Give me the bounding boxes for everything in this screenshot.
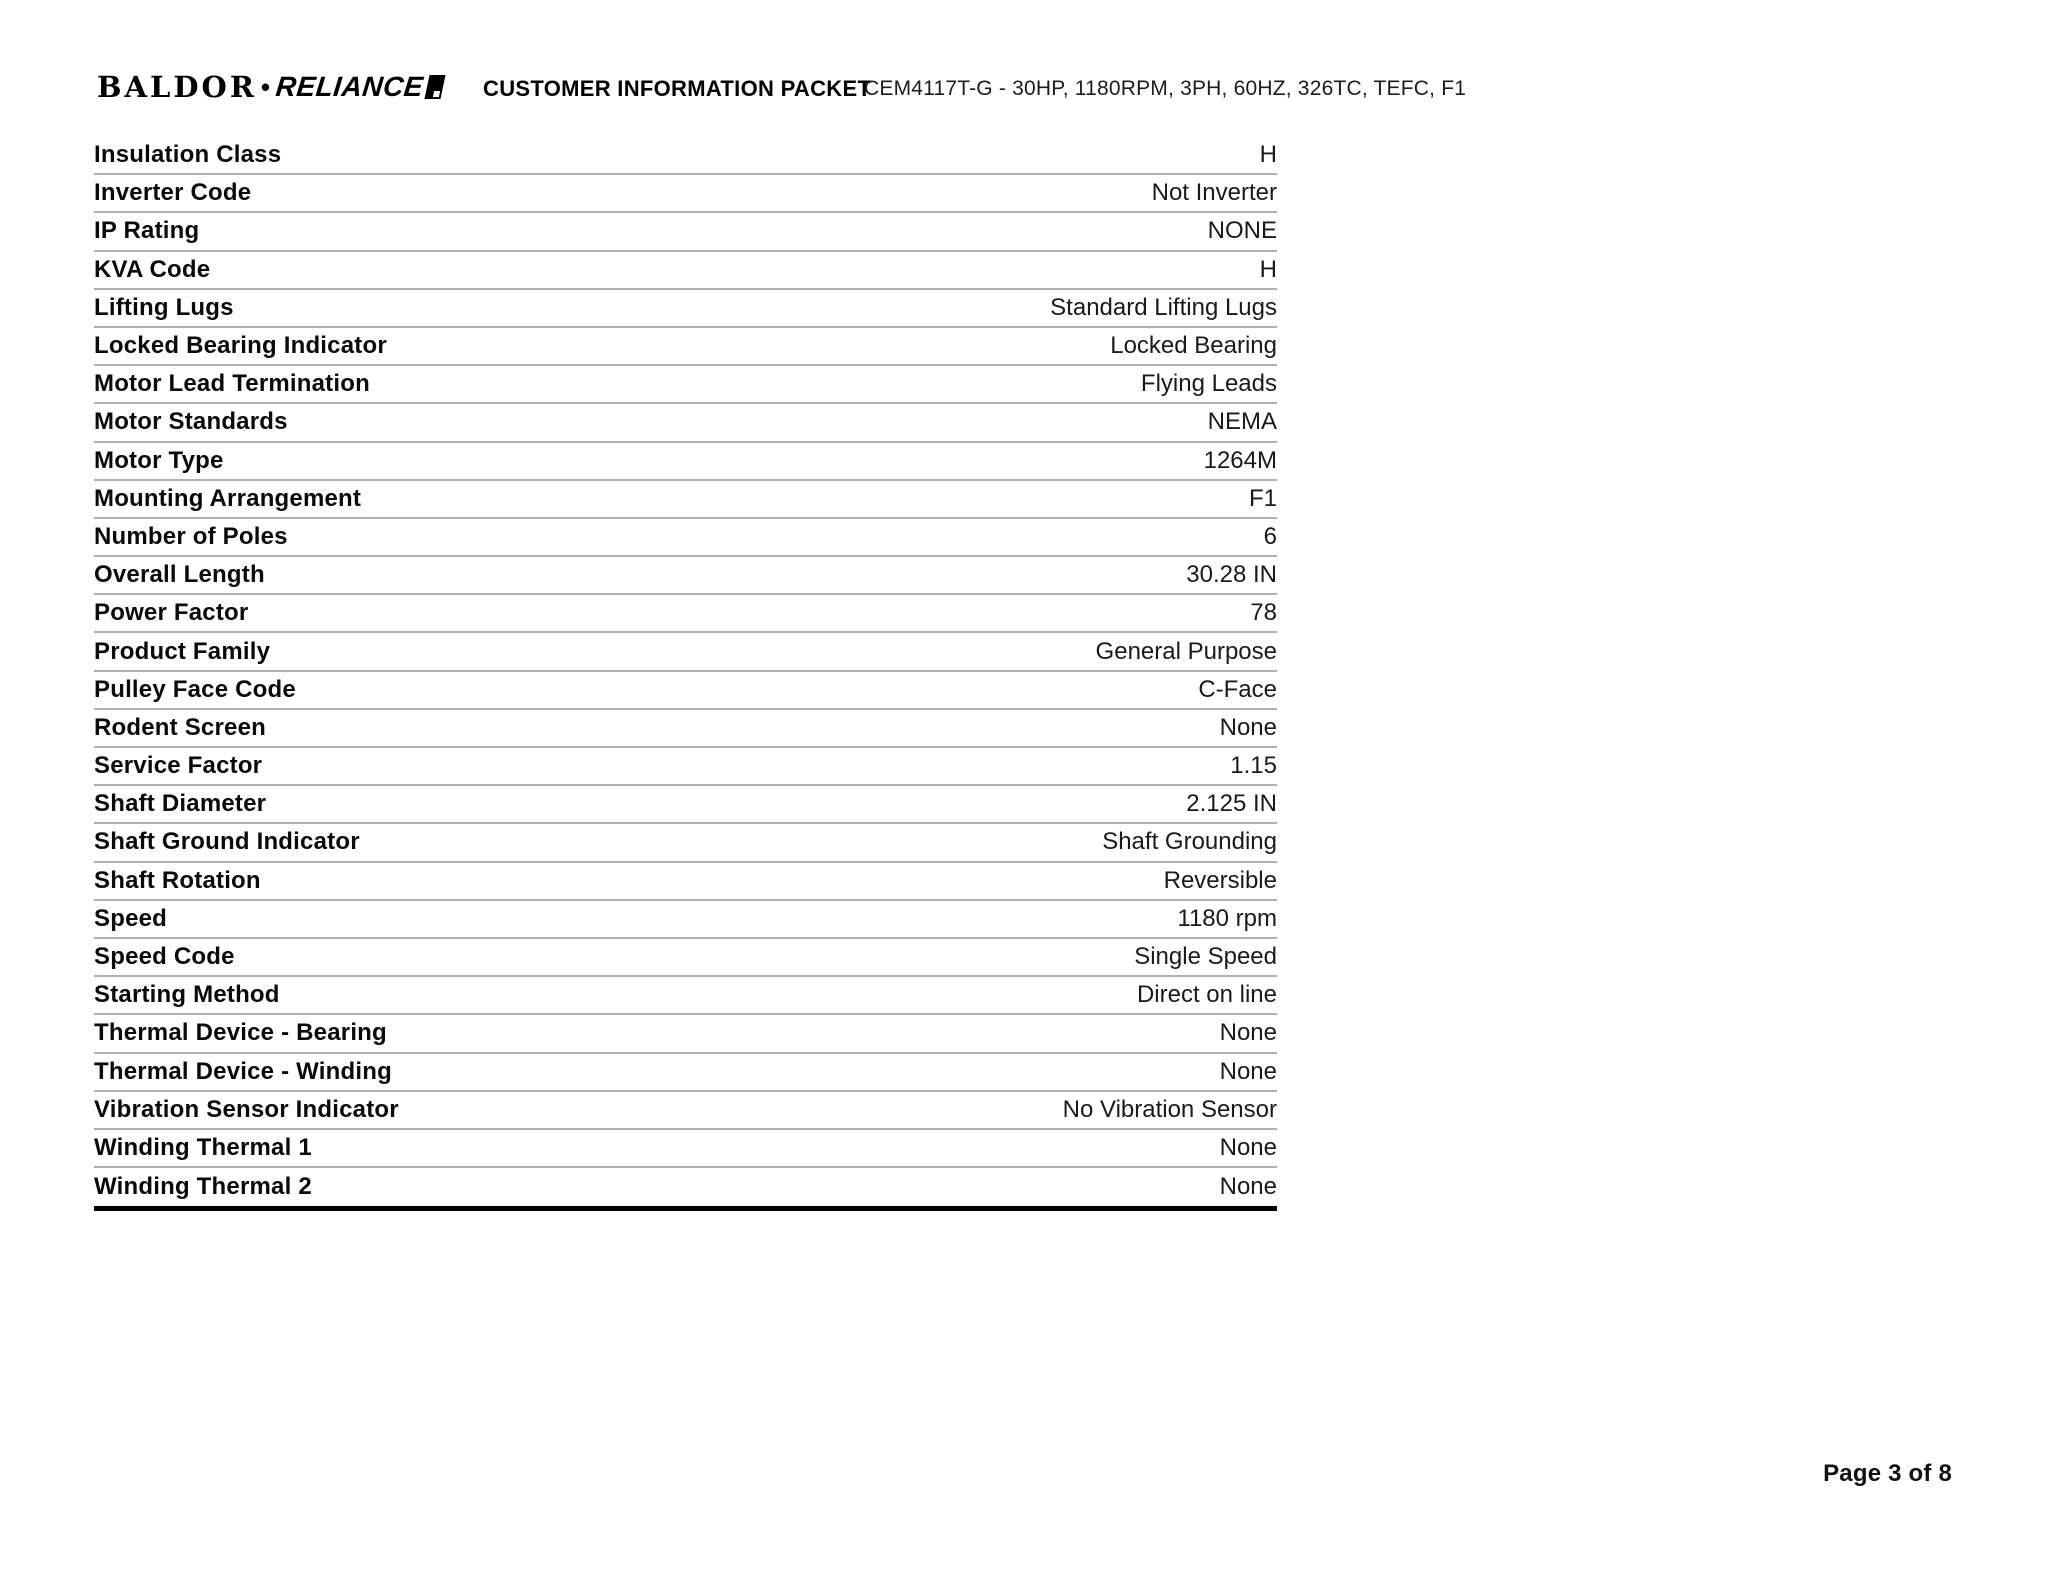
spec-value: No Vibration Sensor bbox=[1062, 1095, 1277, 1123]
spec-value: None bbox=[1219, 1133, 1277, 1161]
spec-label: Locked Bearing Indicator bbox=[94, 332, 387, 360]
logo-reliance-text: RELIANCE bbox=[274, 71, 425, 102]
spec-value: H bbox=[1259, 141, 1277, 169]
spec-value: Standard Lifting Lugs bbox=[1050, 293, 1277, 321]
table-row bbox=[94, 366, 1277, 404]
spec-value: 30.28 IN bbox=[1186, 561, 1277, 589]
spec-label: Motor Standards bbox=[94, 408, 288, 436]
spec-value: NEMA bbox=[1207, 408, 1277, 436]
page-number: Page 3 of 8 bbox=[1823, 1460, 1952, 1487]
logo-baldor-text: BALDOR bbox=[97, 70, 257, 104]
spec-label: KVA Code bbox=[94, 255, 211, 283]
reliance-trademark-icon bbox=[425, 75, 446, 99]
spec-value: None bbox=[1219, 1019, 1277, 1047]
spec-label: Mounting Arrangement bbox=[94, 484, 362, 512]
table-row bbox=[94, 252, 1277, 290]
table-row bbox=[94, 824, 1277, 862]
spec-label: Motor Lead Termination bbox=[94, 370, 370, 398]
table-row bbox=[94, 710, 1277, 748]
spec-value: 78 bbox=[1250, 599, 1277, 627]
spec-label: Vibration Sensor Indicator bbox=[94, 1095, 399, 1123]
spec-label: Thermal Device - Winding bbox=[94, 1057, 392, 1085]
spec-value: 6 bbox=[1263, 522, 1277, 550]
logo-dot-icon: • bbox=[260, 72, 271, 102]
spec-label: Shaft Diameter bbox=[94, 790, 267, 818]
spec-label: Motor Type bbox=[94, 446, 224, 474]
table-row bbox=[94, 175, 1277, 213]
spec-value: None bbox=[1219, 1057, 1277, 1085]
spec-label: Rodent Screen bbox=[94, 713, 266, 741]
table-row bbox=[94, 748, 1277, 786]
table-row bbox=[94, 137, 1277, 175]
table-row bbox=[94, 328, 1277, 366]
spec-value: H bbox=[1259, 255, 1277, 283]
spec-value: Single Speed bbox=[1134, 943, 1277, 971]
spec-value: None bbox=[1219, 1173, 1277, 1201]
spec-value: NONE bbox=[1207, 217, 1277, 245]
spec-label: Shaft Ground Indicator bbox=[94, 828, 360, 856]
spec-value: Direct on line bbox=[1136, 981, 1277, 1009]
spec-label: Service Factor bbox=[94, 752, 263, 780]
table-row bbox=[94, 595, 1277, 633]
spec-label: Inverter Code bbox=[94, 179, 252, 207]
table-row bbox=[94, 863, 1277, 901]
spec-value: None bbox=[1219, 713, 1277, 741]
spec-label: Overall Length bbox=[94, 561, 265, 589]
spec-value: Shaft Grounding bbox=[1102, 828, 1277, 856]
table-row bbox=[94, 519, 1277, 557]
table-row bbox=[94, 1092, 1277, 1130]
table-row bbox=[94, 1054, 1277, 1092]
spec-label: Number of Poles bbox=[94, 522, 288, 550]
table-row bbox=[94, 939, 1277, 977]
table-row bbox=[94, 1130, 1277, 1168]
table-row bbox=[94, 786, 1277, 824]
spec-value: Not Inverter bbox=[1151, 179, 1277, 207]
table-row bbox=[94, 901, 1277, 939]
table-row bbox=[94, 672, 1277, 710]
spec-value: 1264M bbox=[1203, 446, 1277, 474]
product-model-header: CEM4117T-G - 30HP, 1180RPM, 3PH, 60HZ, 326TC, TEFC, F1 bbox=[864, 77, 1467, 100]
spec-label: Insulation Class bbox=[94, 141, 282, 169]
spec-value: Reversible bbox=[1163, 866, 1277, 894]
spec-label: Power Factor bbox=[94, 599, 249, 627]
table-row bbox=[94, 1015, 1277, 1053]
table-row bbox=[94, 557, 1277, 595]
spec-value: F1 bbox=[1248, 484, 1277, 512]
spec-value: Flying Leads bbox=[1140, 370, 1277, 398]
table-row bbox=[94, 977, 1277, 1015]
baldor-reliance-logo bbox=[97, 70, 443, 104]
spec-label: Winding Thermal 2 bbox=[94, 1173, 312, 1201]
table-row bbox=[94, 481, 1277, 519]
spec-value: 2.125 IN bbox=[1186, 790, 1277, 818]
spec-value: 1180 rpm bbox=[1177, 904, 1277, 932]
spec-label: Winding Thermal 1 bbox=[94, 1133, 312, 1161]
spec-label: Speed bbox=[94, 904, 168, 932]
spec-label: Lifting Lugs bbox=[94, 293, 234, 321]
spec-label: Product Family bbox=[94, 637, 271, 665]
document-title: CUSTOMER INFORMATION PACKET bbox=[483, 76, 872, 101]
table-row bbox=[94, 443, 1277, 481]
spec-label: Speed Code bbox=[94, 943, 235, 971]
spec-value: General Purpose bbox=[1095, 637, 1277, 665]
spec-label: Starting Method bbox=[94, 981, 280, 1009]
spec-value: 1.15 bbox=[1230, 752, 1277, 780]
table-row bbox=[94, 213, 1277, 251]
spec-label: IP Rating bbox=[94, 217, 200, 245]
spec-value: Locked Bearing bbox=[1110, 332, 1277, 360]
table-row bbox=[94, 404, 1277, 442]
table-row bbox=[94, 1168, 1277, 1206]
spec-label: Shaft Rotation bbox=[94, 866, 261, 894]
spec-value: C-Face bbox=[1198, 675, 1277, 703]
table-row bbox=[94, 633, 1277, 671]
spec-label: Pulley Face Code bbox=[94, 675, 296, 703]
table-row bbox=[94, 290, 1277, 328]
spec-table bbox=[94, 137, 1277, 1211]
spec-label: Thermal Device - Bearing bbox=[94, 1019, 387, 1047]
